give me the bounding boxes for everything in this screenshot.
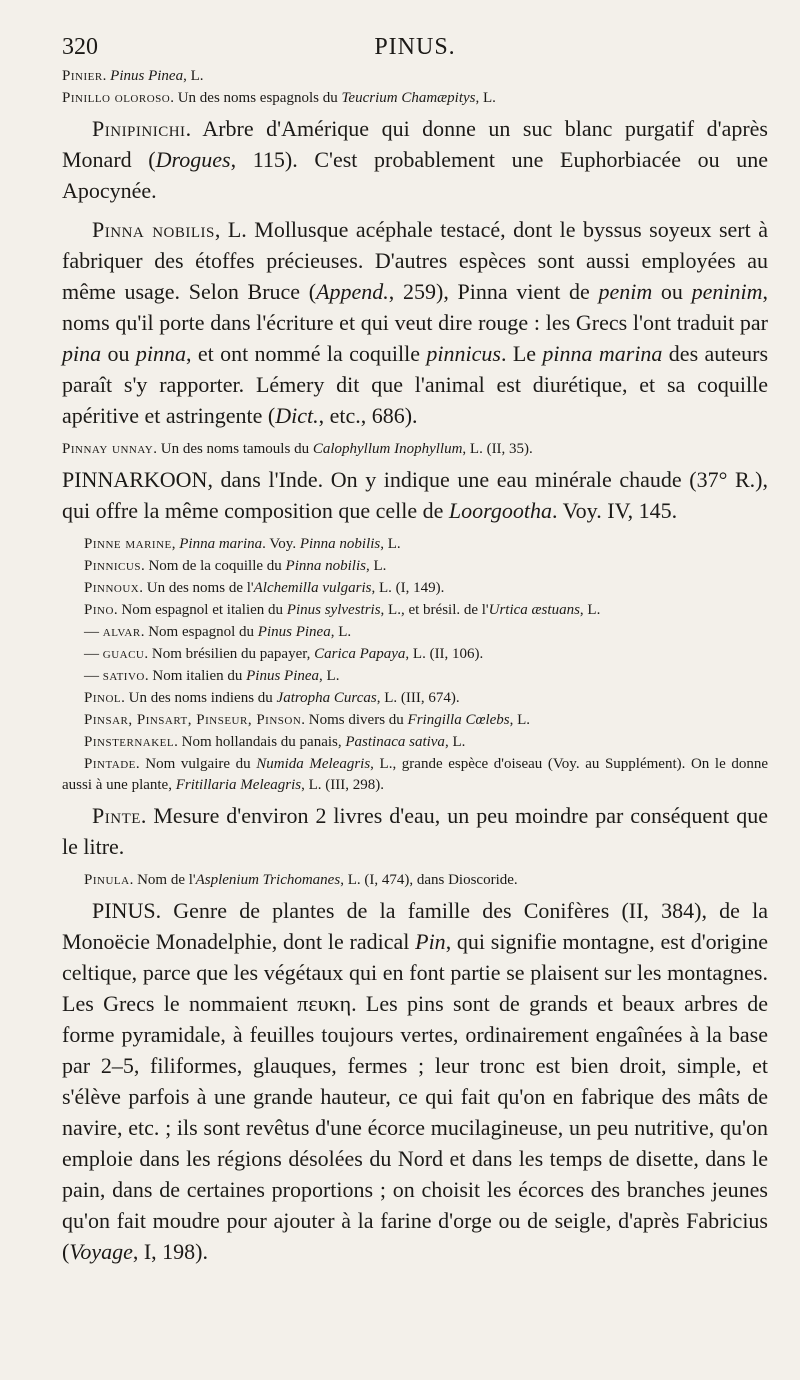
headword: Pinnicus: [84, 558, 141, 574]
entry-pinula: [62, 870, 768, 891]
reference-title: Voyage: [69, 1239, 133, 1264]
latin-name: Carica Papaya: [314, 646, 406, 662]
text-span: ,: [171, 536, 180, 552]
page-header: [62, 34, 768, 66]
entry-pinne-marine: [62, 534, 768, 555]
entry-pinnoux: [62, 578, 768, 599]
text-span: PINUS. Genre de plantes de la famille des Conifères (II, 384), de la Monoëcie Monadelphie, dont le radical: [62, 898, 768, 954]
text-span: —: [84, 646, 103, 662]
entry-pino-sativo: [62, 666, 768, 687]
text-span: , L., grande espèce d'oiseau (Voy. au Supplément). On le donne aussi à une plante,: [62, 756, 768, 793]
text-span: . Un des noms tamouls du: [153, 441, 313, 457]
entry-pino-alvar: [62, 622, 768, 643]
text-span: , L.: [579, 602, 601, 618]
entry-pinna-nobilis: [62, 214, 768, 431]
text-span: , qui signifie montagne, est d'origine celtique, parce que les végétaux qui en font partie se plaisent sur les montagnes. Les Grecs le nommaient πευκη. Les pins sont de grands et beaux arbres de forme pyramidale, à feuilles toujours vertes, ordinairement engaînées à la base par 2–5, filiformes, glauques, fermes ; leur tronc est bien droit, simple, et s'élève parfois à une grande hauteur, ce qui fait qu'on en fabrique des mâts de navire, etc. ; ils sont revêtus d'une écorce mucilagineuse, un peu nutritive, qu'on emploie dans les régions désolées du Nord et dans les temps de disette, dans le pain, dans de certaines proportions ; on choisit les écorces des branches jeunes qu'on fait moudre pour ajouter à la farine d'orge ou de seigle, d'après Fabricius (: [62, 929, 768, 1264]
sub-headword: guacu: [102, 646, 145, 662]
text-span: , etc., 686).: [318, 403, 418, 428]
text-span: , L.: [183, 68, 204, 84]
text-span: , L.: [319, 668, 340, 684]
headword: Pinne marine: [84, 536, 172, 552]
text-span: .: [102, 68, 111, 84]
text-span: , L. (II, 106).: [405, 646, 484, 662]
text-span: , L. (III, 674).: [376, 690, 460, 706]
sub-headword: alvar: [102, 624, 141, 640]
italic-term: peninim: [691, 279, 763, 304]
text-span: , L., et brésil. de l': [380, 602, 489, 618]
entry-pinnarkoon: [62, 464, 768, 526]
latin-name: Alchemilla vulgaris: [253, 580, 372, 596]
latin-name: Pinus Pinea: [246, 668, 320, 684]
place-name: Loorgootha: [448, 498, 553, 523]
text-span: , 115). C'est probablement une Euphorbiacée ou une Apocynée.: [62, 147, 768, 203]
text-span: des auteurs paraît s'y rapporter. Lémery dit que l'animal est diurétique, et sa coquille apéritive et astringente (: [62, 341, 769, 428]
headword: Pinnoux: [84, 580, 140, 596]
text-span: . Nom hollandais du panais,: [174, 734, 346, 750]
reference-title: Drogues: [155, 147, 231, 172]
italic-term: pinna: [135, 341, 186, 366]
entry-pinillo-oloroso: [62, 88, 768, 109]
headword: Pino: [84, 602, 114, 618]
entry-pinol: [62, 688, 768, 709]
italic-term: pinna marina: [542, 341, 663, 366]
document-page: [62, 34, 768, 1275]
text-span: . Voy.: [262, 536, 300, 552]
latin-name: Pinus Pinea: [110, 68, 184, 84]
text-span: . Le: [500, 341, 543, 366]
headword: Pinipinichi: [92, 116, 186, 141]
text-span: . Voy. IV, 145.: [552, 498, 678, 523]
headword: Pinillo oloroso: [62, 90, 171, 106]
italic-term: pinnicus: [426, 341, 501, 366]
text-span: PINNARKOON, dans l'Inde. On y indique une eau minérale chaude (37° R.), qui offre la même composition que celle de: [62, 467, 768, 523]
headword: Pinsternakel: [84, 734, 175, 750]
entry-pino-guacu: [62, 644, 768, 665]
latin-name: Pinus Pinea: [257, 624, 331, 640]
entry-pino: [62, 600, 768, 621]
entry-pinnay-unnay: [62, 439, 768, 460]
latin-name: Teucrium Chamæpitys: [341, 90, 476, 106]
text-span: —: [84, 668, 103, 684]
text-span: . Arbre d'Amérique qui donne un suc blanc purgatif d'après Monard (: [62, 116, 768, 172]
text-span: . Nom de la coquille du: [140, 558, 286, 574]
text-span: . Un des noms espagnols du: [170, 90, 342, 106]
text-span: . Nom de l': [129, 872, 196, 888]
headword: Pinnay unnay: [62, 441, 154, 457]
text-span: . Nom espagnol et italien du: [113, 602, 287, 618]
text-span: ou: [101, 341, 136, 366]
headword: Pinna nobilis: [92, 217, 215, 242]
text-span: , L. (I, 149).: [371, 580, 445, 596]
text-span: . Un des noms de l': [139, 580, 254, 596]
italic-term: penim: [598, 279, 653, 304]
latin-name: Pinus sylvestris: [286, 602, 381, 618]
text-span: , L. (I, 474), dans Dioscoride.: [340, 872, 518, 888]
entry-pinsar: [62, 710, 768, 731]
headword: Pinte: [92, 803, 141, 828]
headword: Pinol: [84, 690, 122, 706]
latin-name: Jatropha Curcas: [276, 690, 377, 706]
text-span: , L.: [330, 624, 352, 640]
latin-name: Calophyllum Inophyllum: [312, 441, 463, 457]
entry-pinnicus: [62, 556, 768, 577]
latin-name: Fritillaria Meleagris: [175, 777, 302, 793]
headword: Pinsar, Pinsart, Pinseur, Pinson: [84, 712, 302, 728]
text-span: , L.: [475, 90, 496, 106]
text-span: . Un des noms indiens du: [121, 690, 277, 706]
italic-term: pina: [62, 341, 102, 366]
text-span: . Mesure d'environ 2 livres d'eau, un peu moindre par conséquent que le litre.: [62, 803, 768, 859]
latin-name: Pinna marina: [179, 536, 263, 552]
text-span: —: [84, 624, 103, 640]
entry-pinus: [62, 895, 768, 1267]
text-span: , L.: [380, 536, 401, 552]
entry-pinsternakel: [62, 732, 768, 753]
latin-name: Pinna nobilis: [285, 558, 366, 574]
running-head: PINUS.: [374, 34, 456, 60]
reference-title: Append.: [316, 279, 389, 304]
entry-pinipinichi: [62, 113, 768, 206]
text-span: , I, 198).: [132, 1239, 209, 1264]
text-span: , L.: [365, 558, 387, 574]
text-span: . Nom vulgaire du: [135, 756, 257, 772]
entry-pintade: [62, 754, 768, 796]
text-span: . Nom italien du: [144, 668, 247, 684]
text-span: . Nom espagnol du: [140, 624, 258, 640]
latin-name: Pinna nobilis: [299, 536, 381, 552]
text-span: , et ont nommé la coquille: [185, 341, 427, 366]
text-span: ou: [652, 279, 692, 304]
text-span: . Nom brésilien du papayer,: [144, 646, 315, 662]
latin-name: Numida Meleagris: [256, 756, 371, 772]
text-span: , L. Mollusque acéphale testacé, dont le byssus soyeux sert à fabriquer des étoffes précieuses. D'autres espèces sont aussi employées au même usage. Selon Bruce (: [62, 217, 768, 304]
text-span: . Noms divers du: [301, 712, 408, 728]
entry-pinier: [62, 66, 768, 87]
text-span: , noms qu'il porte dans l'écriture et qui veut dire rouge : les Grecs l'ont traduit par: [62, 279, 769, 335]
text-span: , 259), Pinna vient de: [388, 279, 599, 304]
latin-name: Urtica æstuans: [488, 602, 580, 618]
headword: Pinier: [62, 68, 103, 84]
text-span: , L. (II, 35).: [462, 441, 533, 457]
headword: Pintade: [84, 756, 136, 772]
entry-pinte: [62, 800, 768, 862]
latin-name: Asplenium Trichomanes: [195, 872, 341, 888]
reference-title: Dict.: [275, 403, 319, 428]
text-span: , L.: [444, 734, 466, 750]
text-span: , L. (III, 298).: [301, 777, 385, 793]
latin-name: Fringilla Cœlebs: [407, 712, 510, 728]
headword: Pinula: [84, 872, 130, 888]
italic-term: Pin: [415, 929, 446, 954]
sub-headword: sativo: [102, 668, 145, 684]
latin-name: Pastinaca sativa: [345, 734, 445, 750]
page-number: 320: [62, 34, 98, 60]
text-span: , L.: [509, 712, 531, 728]
